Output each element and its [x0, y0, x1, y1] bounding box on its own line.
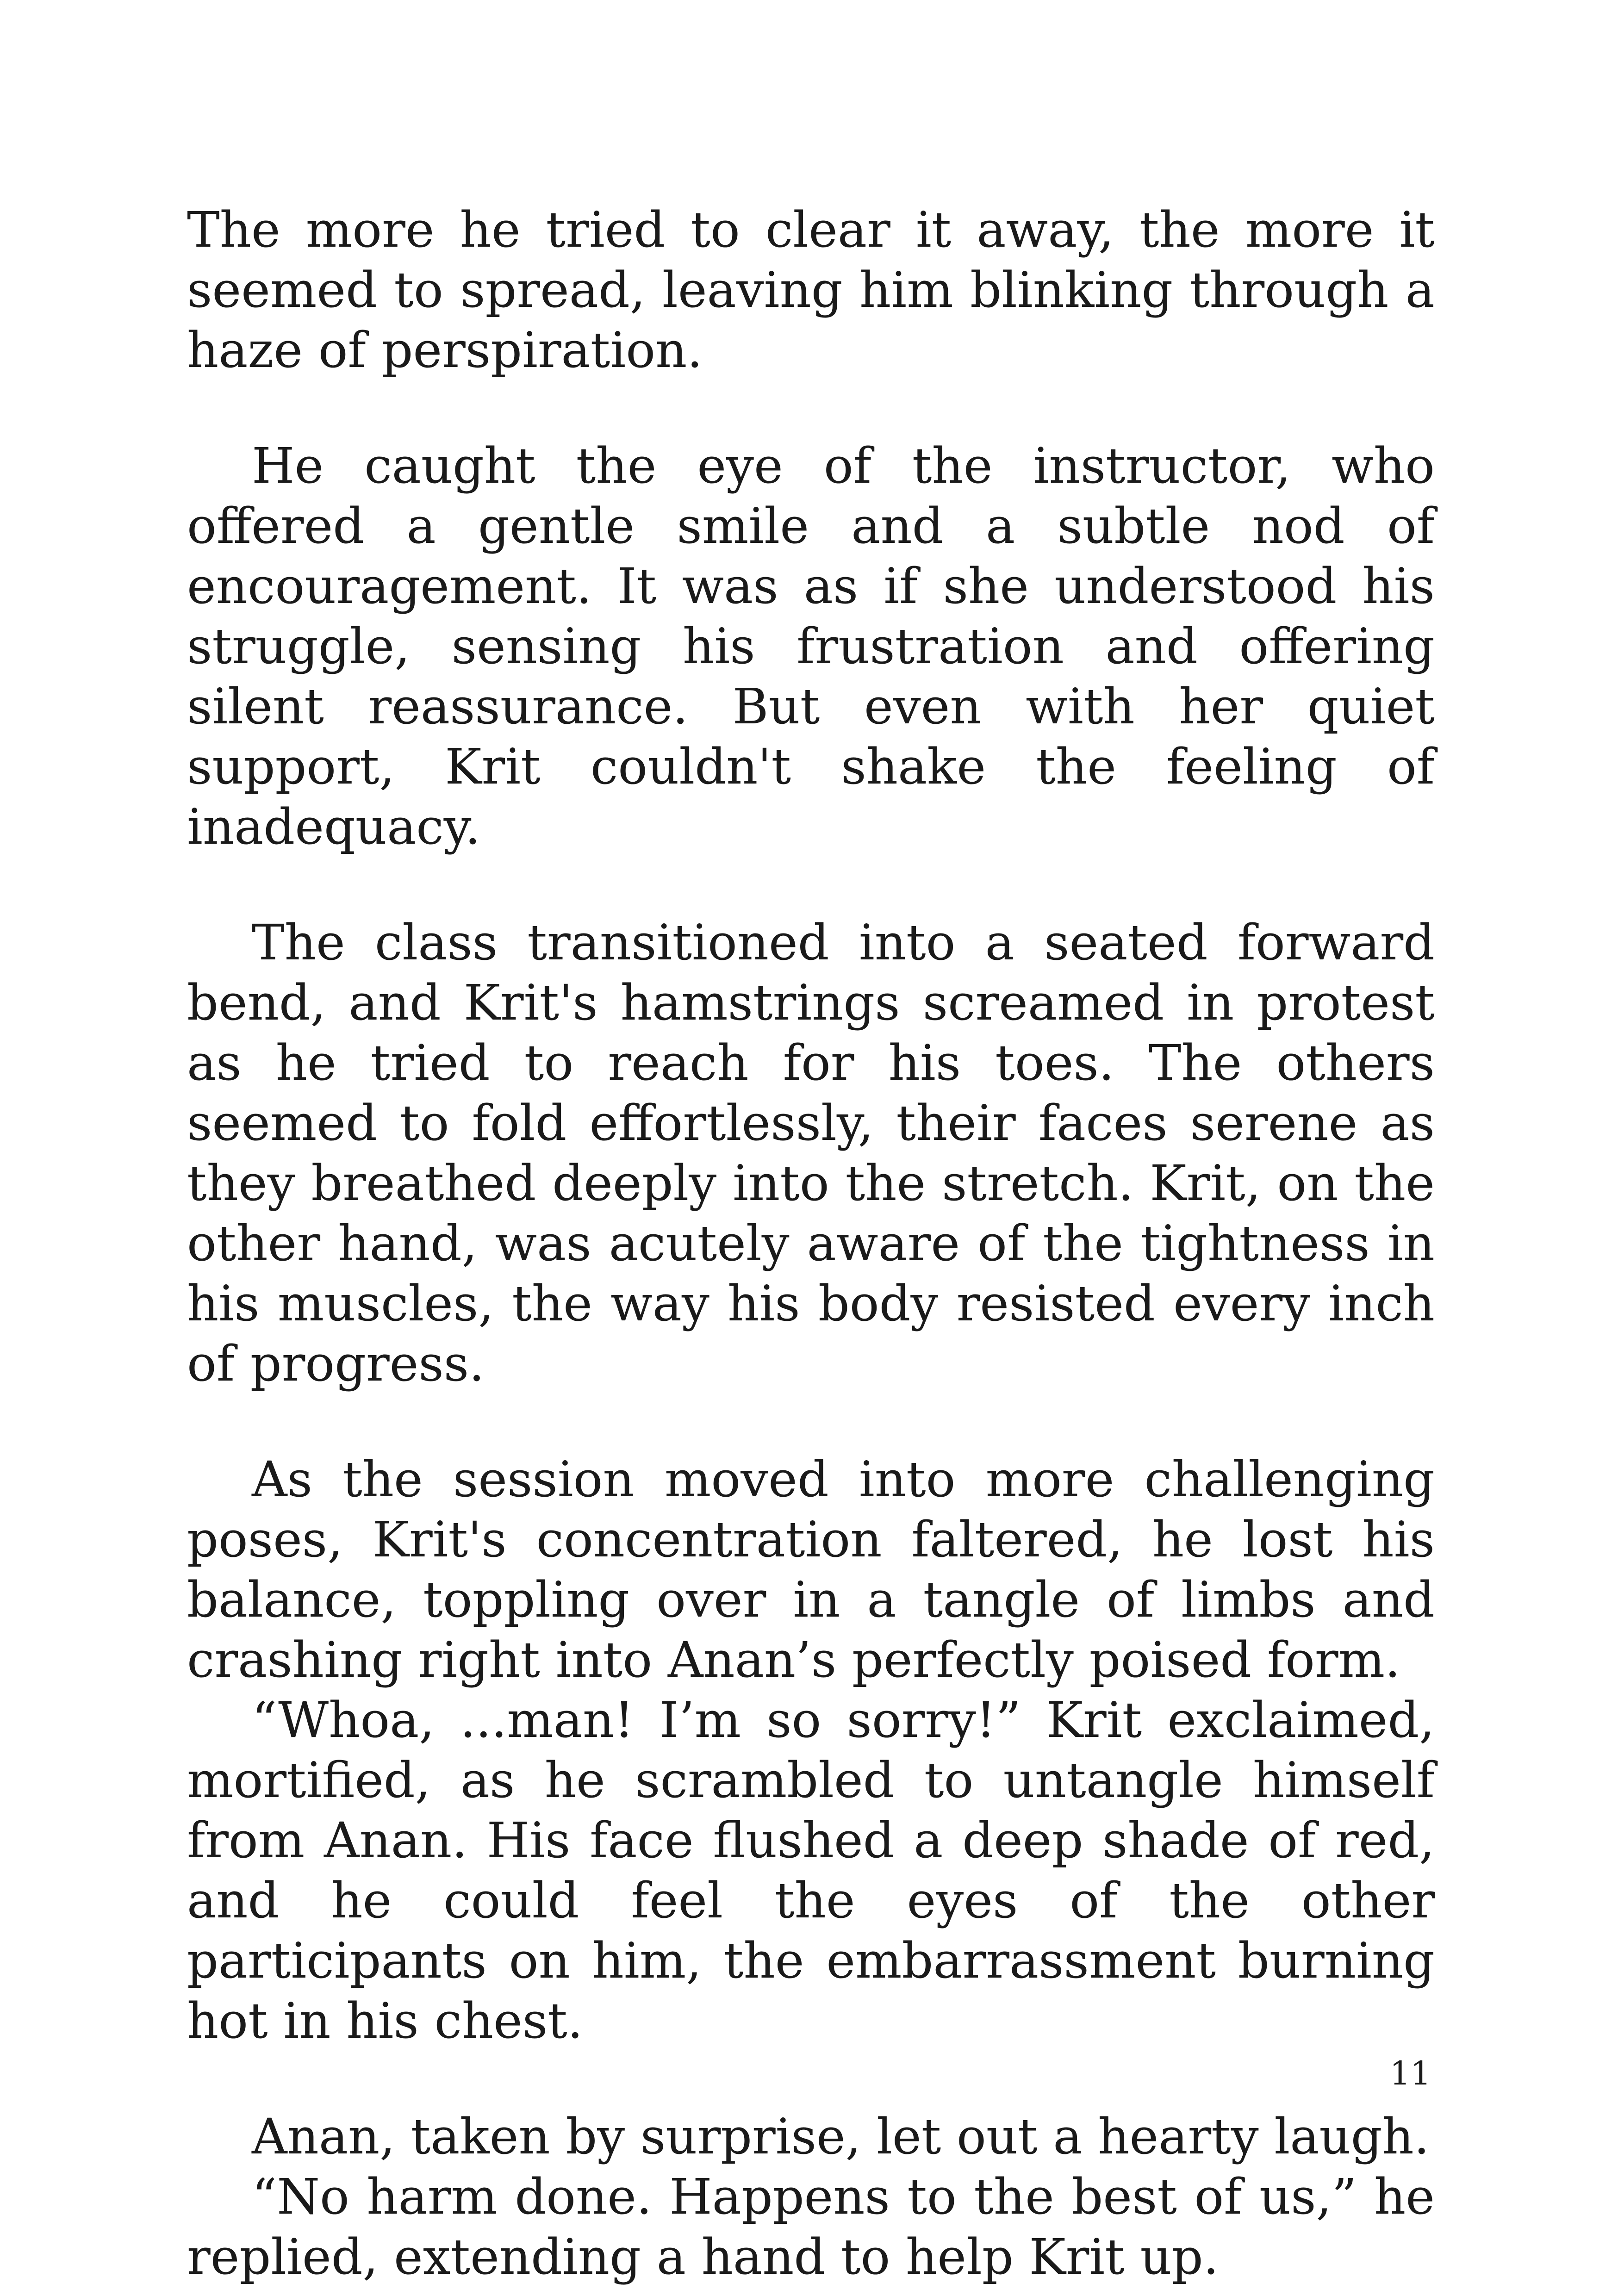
paragraph: The more he tried to clear it away, the more it seemed to spread, leaving him blinking through a haze of perspiration. — [187, 201, 1435, 379]
paragraph: The class transitioned into a seated forward bend, and Krit's hamstrings screamed in protest as he tried to reach for his toes. The others seemed to fold effortlessly, their faces serene as they breathed deeply into the stretch. Krit, on the other hand, was acutely aware of the tightness in his muscles, the way his body resisted every inch of progress. — [187, 914, 1435, 1392]
page-number: 11 — [1389, 2054, 1431, 2092]
paragraph: He caught the eye of the instructor, who offered a gentle smile and a subtle nod of encouragement. It was as if she understood his struggle, sensing his frustration and offering silent reassurance. But even with her quiet support, Krit couldn't shake the feeling of inadequacy. — [187, 437, 1435, 855]
body-text — [187, 200, 1435, 2287]
paragraph: “No harm done. Happens to the best of us,” he replied, extending a hand to help Krit up. — [187, 2168, 1435, 2285]
paragraph: As the session moved into more challenging poses, Krit's concentration faltered, he lost his balance, toppling over in a tangle of limbs and crashing right into Anan’s perfectly poised form. — [187, 1451, 1435, 1688]
paragraph: Anan, taken by surprise, let out a hearty laugh. — [252, 2108, 1430, 2165]
paragraph: “Whoa, ...man! I’m so sorry!” Krit exclaimed, mortified, as he scrambled to untangle himself from Anan. His face flushed a deep shade of red, and he could feel the eyes of the other participants on him, the embarrassment burning hot in his chest. — [187, 1692, 1435, 2049]
